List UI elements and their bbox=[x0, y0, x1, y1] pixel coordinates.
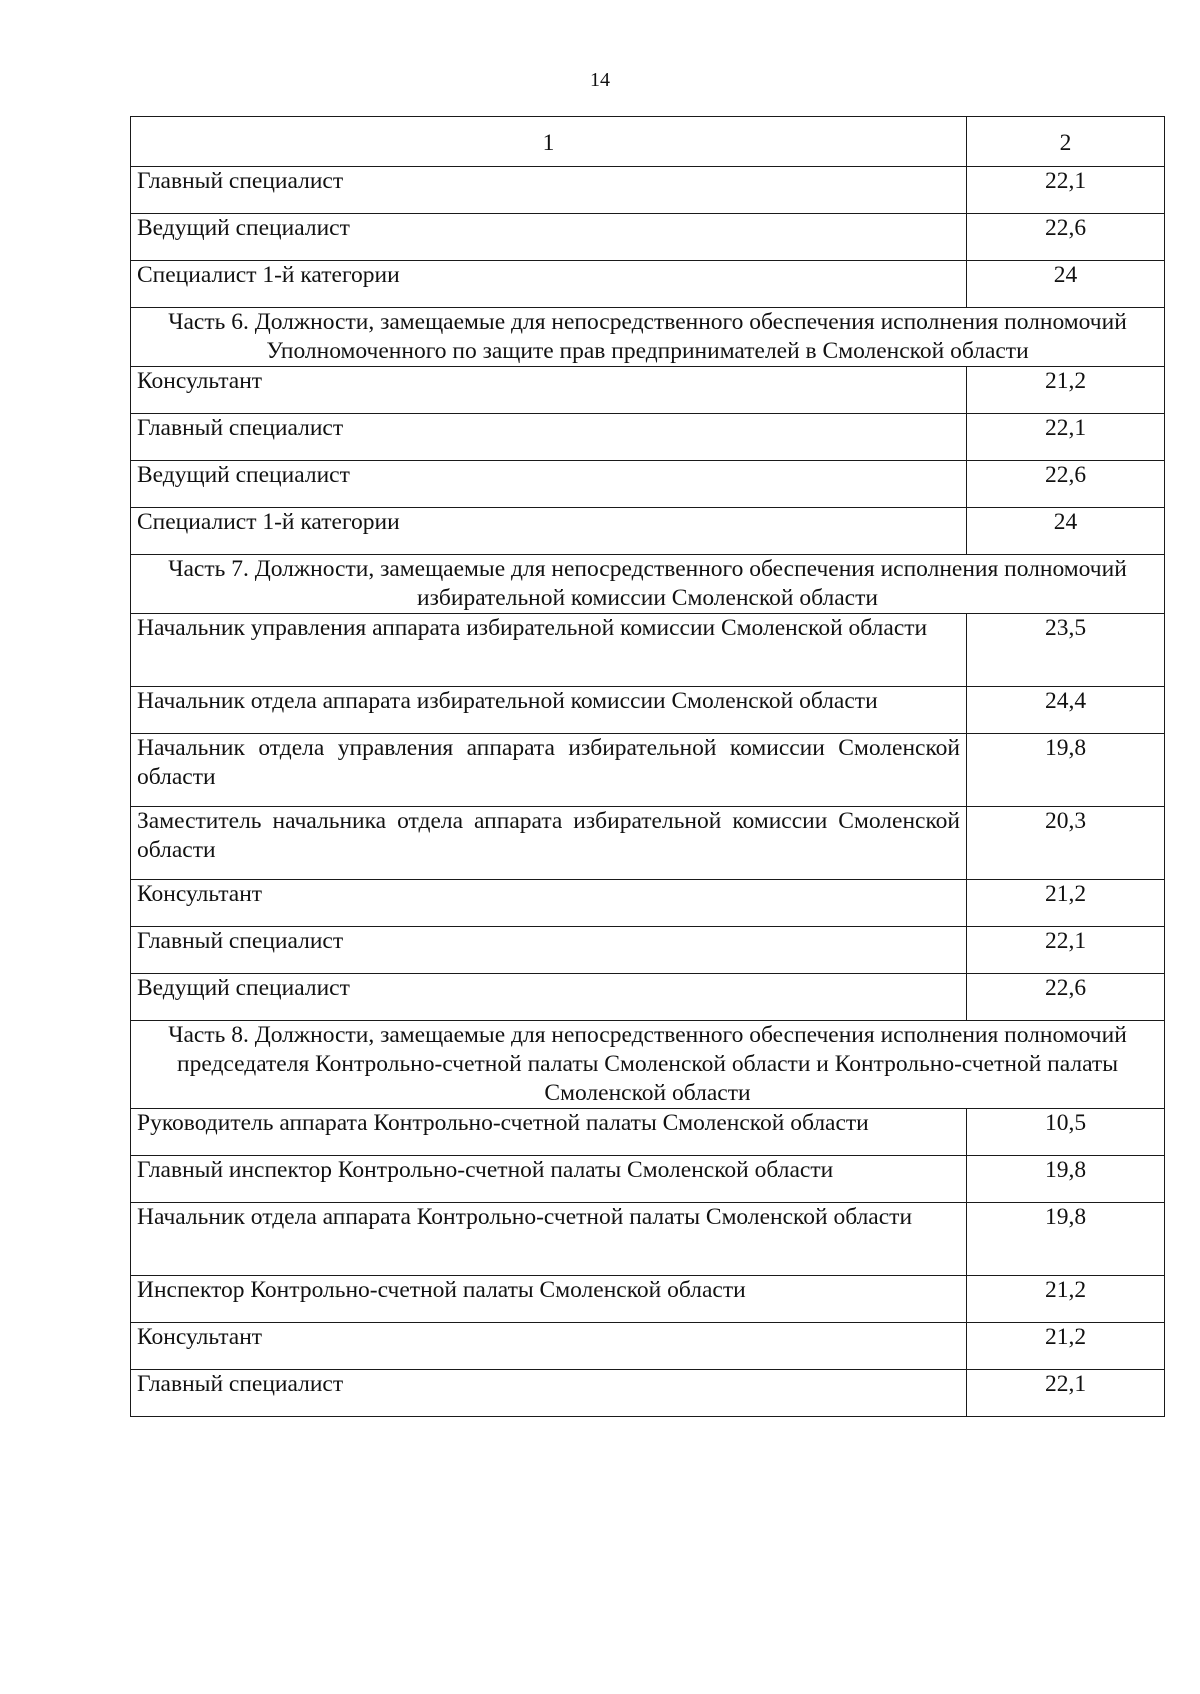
table-row bbox=[131, 1370, 1165, 1417]
position-name: Специалист 1-й категории bbox=[131, 508, 967, 555]
table-row bbox=[131, 927, 1165, 974]
position-name: Главный инспектор Контрольно-счетной палаты Смоленской области bbox=[131, 1156, 967, 1203]
position-value: 22,1 bbox=[967, 1370, 1165, 1417]
section-heading-row bbox=[131, 308, 1165, 367]
position-name: Консультант bbox=[131, 367, 967, 414]
position-value: 24 bbox=[967, 261, 1165, 308]
page-number: 14 bbox=[590, 69, 610, 91]
position-value: 22,1 bbox=[967, 167, 1165, 214]
section-title-part8: Часть 8. Должности, замещаемые для непосредственного обеспечения исполнения полномочий председателя Контрольно-счетной палаты Смоленской области и Контрольно-счетной палаты Смоленской области bbox=[131, 1021, 1165, 1109]
table-row bbox=[131, 974, 1165, 1021]
table-row bbox=[131, 1276, 1165, 1323]
table-row bbox=[131, 461, 1165, 508]
position-value: 19,8 bbox=[967, 1156, 1165, 1203]
position-name: Руководитель аппарата Контрольно-счетной палаты Смоленской области bbox=[131, 1109, 967, 1156]
section-heading-row bbox=[131, 1021, 1165, 1109]
table-row bbox=[131, 414, 1165, 461]
table-row bbox=[131, 614, 1165, 687]
table-row bbox=[131, 880, 1165, 927]
positions-table bbox=[130, 116, 1165, 1417]
position-name: Ведущий специалист bbox=[131, 214, 967, 261]
table-row bbox=[131, 687, 1165, 734]
position-name: Начальник отдела аппарата Контрольно-счетной палаты Смоленской области bbox=[131, 1203, 967, 1276]
section-heading-row bbox=[131, 555, 1165, 614]
section-title-part7: Часть 7. Должности, замещаемые для непосредственного обеспечения исполнения полномочий избирательной комиссии Смоленской области bbox=[131, 555, 1165, 614]
table-row bbox=[131, 1156, 1165, 1203]
column-header-2: 2 bbox=[967, 117, 1165, 167]
position-name: Специалист 1-й категории bbox=[131, 261, 967, 308]
position-value: 22,1 bbox=[967, 927, 1165, 974]
position-value: 21,2 bbox=[967, 1276, 1165, 1323]
position-name: Консультант bbox=[131, 880, 967, 927]
position-name: Ведущий специалист bbox=[131, 461, 967, 508]
position-value: 22,6 bbox=[967, 461, 1165, 508]
position-name: Инспектор Контрольно-счетной палаты Смоленской области bbox=[131, 1276, 967, 1323]
position-value: 19,8 bbox=[967, 1203, 1165, 1276]
table-row bbox=[131, 214, 1165, 261]
section-title-part6: Часть 6. Должности, замещаемые для непосредственного обеспечения исполнения полномочий Уполномоченного по защите прав предпринимателей в Смоленской области bbox=[131, 308, 1165, 367]
position-name: Главный специалист bbox=[131, 1370, 967, 1417]
position-name: Начальник отдела управления аппарата избирательной комиссии Смоленской области bbox=[131, 734, 967, 807]
position-value: 20,3 bbox=[967, 807, 1165, 880]
position-name: Главный специалист bbox=[131, 167, 967, 214]
table-row bbox=[131, 367, 1165, 414]
position-value: 24 bbox=[967, 508, 1165, 555]
position-name: Начальник управления аппарата избирательной комиссии Смоленской области bbox=[131, 614, 967, 687]
table-row bbox=[131, 807, 1165, 880]
position-value: 21,2 bbox=[967, 367, 1165, 414]
table-header-row bbox=[131, 117, 1165, 167]
table-row bbox=[131, 1109, 1165, 1156]
position-name: Главный специалист bbox=[131, 927, 967, 974]
position-name: Заместитель начальника отдела аппарата избирательной комиссии Смоленской области bbox=[131, 807, 967, 880]
table-row bbox=[131, 1323, 1165, 1370]
position-name: Консультант bbox=[131, 1323, 967, 1370]
position-value: 21,2 bbox=[967, 880, 1165, 927]
column-header-1: 1 bbox=[131, 117, 967, 167]
position-value: 10,5 bbox=[967, 1109, 1165, 1156]
position-name: Главный специалист bbox=[131, 414, 967, 461]
position-value: 22,6 bbox=[967, 974, 1165, 1021]
table-row bbox=[131, 508, 1165, 555]
table-row bbox=[131, 1203, 1165, 1276]
position-value: 22,1 bbox=[967, 414, 1165, 461]
position-name: Начальник отдела аппарата избирательной комиссии Смоленской области bbox=[131, 687, 967, 734]
position-value: 23,5 bbox=[967, 614, 1165, 687]
table-row bbox=[131, 167, 1165, 214]
position-value: 24,4 bbox=[967, 687, 1165, 734]
table-row bbox=[131, 261, 1165, 308]
position-value: 19,8 bbox=[967, 734, 1165, 807]
position-name: Ведущий специалист bbox=[131, 974, 967, 1021]
table-row bbox=[131, 734, 1165, 807]
position-value: 21,2 bbox=[967, 1323, 1165, 1370]
position-value: 22,6 bbox=[967, 214, 1165, 261]
